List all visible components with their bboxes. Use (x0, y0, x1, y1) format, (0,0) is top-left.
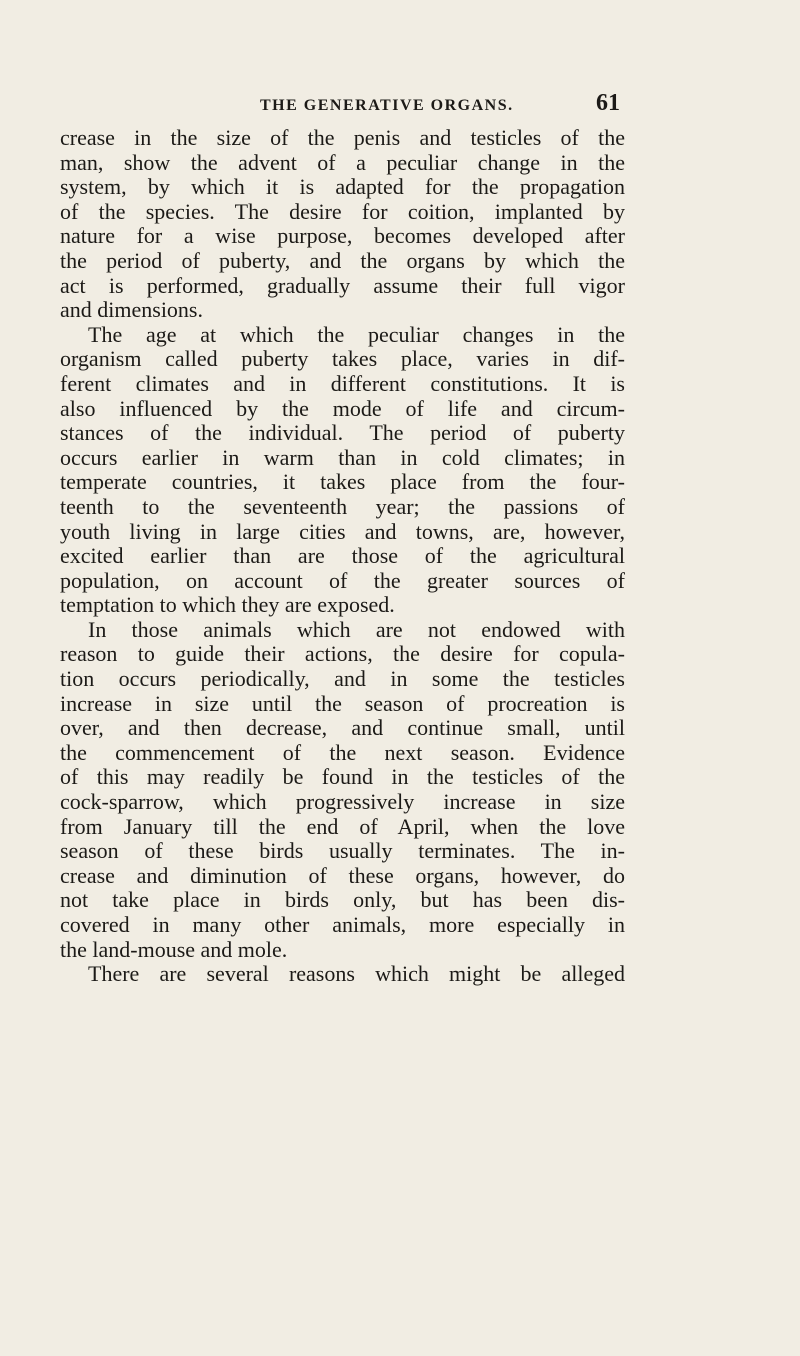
text-line: increase in size until the season of procreation is (60, 690, 625, 716)
page-number: 61 (596, 90, 620, 116)
text-line: crease and diminution of these organs, however, do (60, 862, 625, 888)
text-line: over, and then decrease, and continue small, until (60, 715, 625, 741)
text-line: man, show the advent of a peculiar change in the (60, 149, 625, 175)
text-line: system, by which it is adapted for the propagation (60, 174, 625, 200)
text-line: reason to guide their actions, the desire for copula- (60, 641, 625, 667)
text-line: season of these birds usually terminates. The in- (60, 838, 625, 864)
text-line: of the species. The desire for coition, implanted by (60, 198, 625, 224)
text-line: stances of the individual. The period of puberty (60, 420, 625, 446)
text-line: the commencement of the next season. Evidence (60, 739, 625, 765)
text-line: the period of puberty, and the organs by which the (60, 247, 625, 273)
text-line: act is performed, gradually assume their full vigor (60, 272, 625, 298)
text-line: and dimensions. (60, 297, 203, 323)
text-line: the land-mouse and mole. (60, 936, 288, 962)
body-text (60, 126, 625, 987)
text-line: occurs earlier in warm than in cold climates; in (60, 444, 625, 470)
text-line: There are several reasons which might be alleged (88, 961, 625, 987)
text-line: teenth to the seventeenth year; the passions of (60, 493, 625, 519)
text-line: covered in many other animals, more especially in (60, 912, 625, 937)
text-line: from January till the end of April, when the love (60, 813, 625, 839)
text-line: of this may readily be found in the testicles of the (60, 764, 625, 790)
running-head (260, 90, 620, 120)
text-line: In those animals which are not endowed with (88, 616, 625, 642)
text-line: organism called puberty takes place, varies in dif- (60, 346, 625, 372)
text-line: temptation to which they are exposed. (60, 592, 395, 618)
running-title: THE GENERATIVE ORGANS. (260, 97, 514, 114)
text-line: population, on account of the greater sources of (60, 567, 625, 593)
text-line: youth living in large cities and towns, are, however, (60, 518, 625, 544)
text-line: also influenced by the mode of life and circum- (60, 395, 625, 421)
text-line: temperate countries, it takes place from the four- (60, 469, 625, 495)
text-line: nature for a wise purpose, becomes developed after (60, 223, 625, 249)
text-line: crease in the size of the penis and testicles of the (60, 125, 625, 150)
text-line: excited earlier than are those of the agricultural (60, 543, 625, 569)
text-line: not take place in birds only, but has been dis- (60, 887, 625, 913)
text-line: tion occurs periodically, and in some the testicles (60, 666, 625, 692)
text-line: ferent climates and in different constitutions. It is (60, 370, 625, 396)
text-line: cock-sparrow, which progressively increase in size (60, 789, 625, 815)
text-line: The age at which the peculiar changes in the (88, 321, 625, 347)
